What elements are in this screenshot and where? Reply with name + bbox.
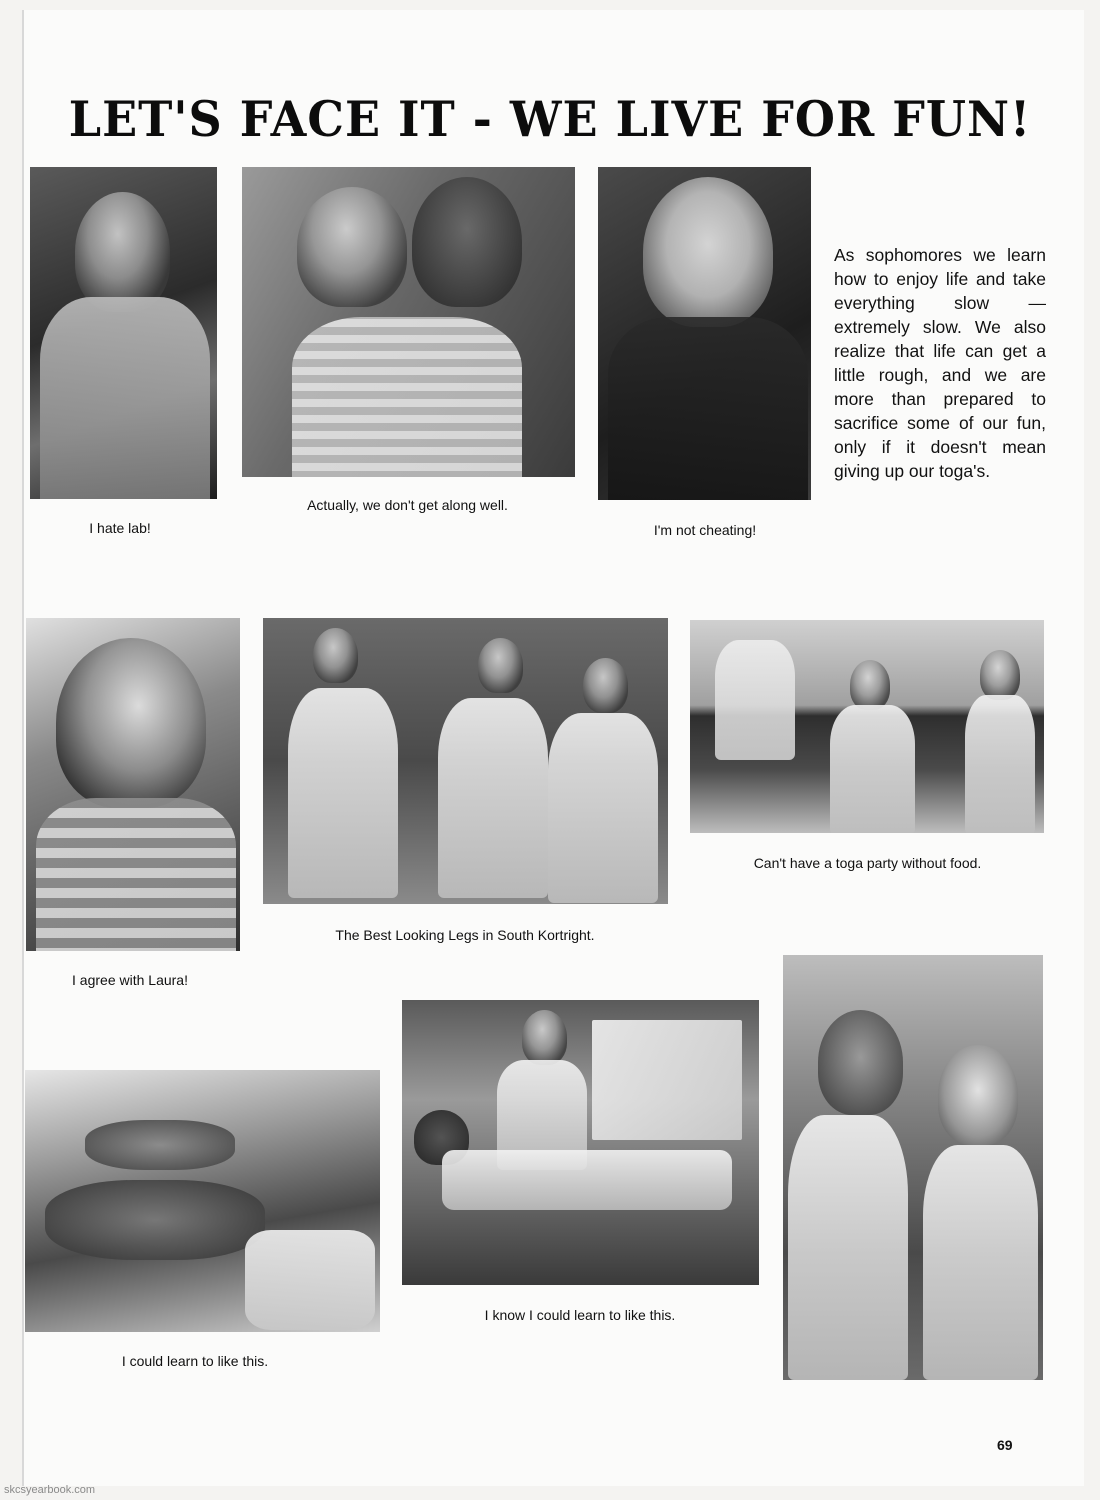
caption-legs: The Best Looking Legs in South Kortright. [335, 927, 595, 943]
caption-cheating: I'm not cheating! [653, 522, 757, 538]
photo-two-girls-togas [783, 955, 1043, 1380]
photo-feathered-hair-student [26, 618, 240, 951]
watermark: skcsyearbook.com [4, 1484, 96, 1496]
caption-food: Can't have a toga party without food. [753, 855, 982, 871]
photo-food-table [25, 1070, 380, 1332]
photo-toga-boys [263, 618, 668, 904]
photo-reclining-student [402, 1000, 759, 1285]
intro-paragraph: As sophomores we learn how to enjoy life and take everything slow — extremely slow. We also realize that life can get a little rough, and we are more than prepared to sacrifice some of our fun, only if it doesn't mean giving up our toga's. [834, 245, 1046, 481]
caption-laura: I agree with Laura! [72, 972, 188, 988]
caption-along: Actually, we don't get along well. [307, 497, 508, 513]
caption-know: I know I could learn to like this. [484, 1307, 676, 1323]
photo-toga-party-food [690, 620, 1044, 833]
photo-hugging-students [242, 167, 575, 477]
page-title: LET'S FACE IT - WE LIVE FOR FUN! [68, 90, 1032, 148]
photo-lab-student [30, 167, 217, 499]
photo-curly-hair-student [598, 167, 811, 500]
caption-lab: I hate lab! [89, 520, 151, 536]
caption-learn: I could learn to like this. [121, 1353, 269, 1369]
page-number: 69 [997, 1437, 1013, 1453]
